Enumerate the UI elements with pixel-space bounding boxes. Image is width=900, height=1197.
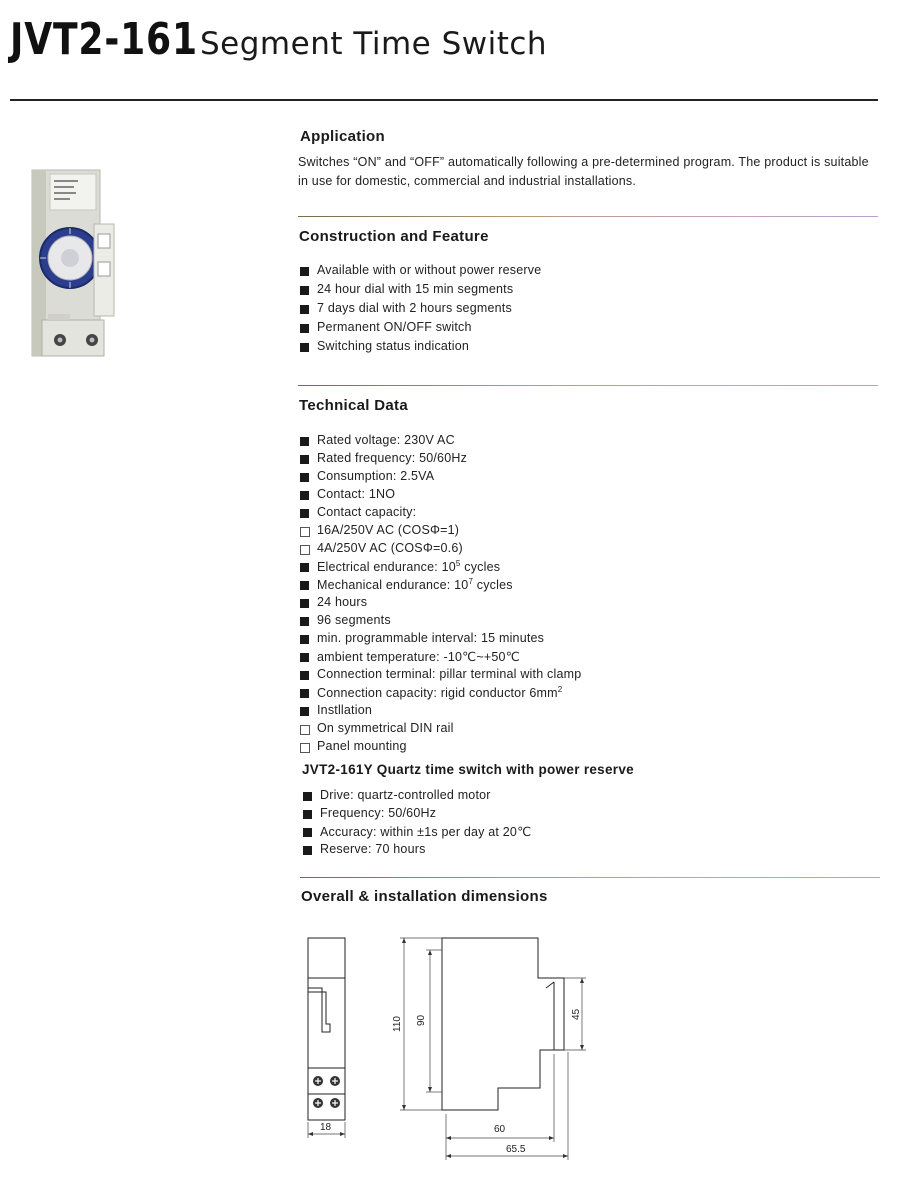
list-item-text: Consumption: 2.5VA: [317, 469, 435, 483]
square-bullet-icon: [303, 828, 312, 837]
square-bullet-icon: [300, 509, 309, 518]
square-bullet-icon: [300, 324, 309, 333]
list-item: [298, 595, 581, 613]
technical-data-list: [298, 433, 581, 757]
list-item: [301, 842, 531, 860]
section-divider: [298, 216, 878, 217]
dim-depth-total: 65.5: [506, 1144, 526, 1155]
list-item-text: Connection capacity: rigid conductor 6mm: [317, 686, 558, 701]
list-item-text: ambient temperature: -10℃~+50℃: [317, 650, 520, 664]
list-item-text: Connection terminal: pillar terminal with clamp: [317, 667, 582, 681]
list-item: [298, 320, 541, 339]
application-text: Switches “ON” and “OFF” automatically following a pre-determined program. The product is suitable in use for domestic, commercial and industrial installations.: [298, 155, 869, 188]
dim-height-total: 110: [392, 1016, 403, 1032]
list-item-text: Contact capacity:: [317, 505, 417, 519]
list-item: [298, 559, 581, 577]
square-bullet-icon: [300, 491, 309, 500]
list-item-text: 7 days dial with 2 hours segments: [317, 301, 512, 315]
square-bullet-icon: [303, 846, 312, 855]
hollow-square-bullet-icon: [300, 725, 310, 735]
square-bullet-icon: [303, 810, 312, 819]
list-item-text: Accuracy: within ±1s per day at 20℃: [320, 825, 532, 839]
square-bullet-icon: [300, 473, 309, 482]
square-bullet-icon: [300, 455, 309, 464]
square-bullet-icon: [300, 635, 309, 644]
square-bullet-icon: [300, 581, 309, 590]
list-item: [298, 649, 581, 667]
list-item: [298, 577, 581, 595]
square-bullet-icon: [300, 689, 309, 698]
terminal-screws: [313, 1076, 340, 1108]
superscript: 5: [455, 559, 461, 568]
list-item: [298, 541, 581, 559]
list-item-text: Permanent ON/OFF switch: [317, 320, 472, 334]
list-item-text: Available with or without power reserve: [317, 263, 542, 277]
list-item: [301, 788, 531, 806]
square-bullet-icon: [303, 792, 312, 801]
list-item: [298, 433, 581, 451]
superscript: 7: [468, 577, 474, 586]
list-item-text: Electrical endurance: 10: [317, 560, 456, 575]
front-view-outline: [308, 938, 345, 1120]
list-item-text: Contact: 1NO: [317, 487, 396, 501]
construction-feature-list: [298, 263, 541, 358]
square-bullet-icon: [300, 563, 309, 572]
list-item: [298, 667, 581, 685]
list-item: [301, 824, 531, 842]
list-item: [298, 469, 581, 487]
hollow-square-bullet-icon: [300, 545, 310, 555]
list-item: [298, 282, 541, 301]
list-item-text: 24 hours: [317, 595, 368, 609]
list-item: [298, 451, 581, 469]
header-divider: [10, 99, 878, 101]
side-view-outline: [442, 938, 564, 1110]
product-title: Segment Time Switch: [200, 26, 548, 62]
square-bullet-icon: [300, 305, 309, 314]
list-item: [298, 721, 581, 739]
list-item: [298, 263, 541, 282]
section-title-technical: Technical Data: [299, 397, 408, 414]
section-title-quartz: JVT2-161Y Quartz time switch with power reserve: [302, 762, 634, 777]
list-item: [298, 339, 541, 358]
list-item-text: Rated frequency: 50/60Hz: [317, 451, 468, 465]
list-item-text: 24 hour dial with 15 min segments: [317, 282, 514, 296]
section-title-dimensions: Overall & installation dimensions: [301, 888, 548, 905]
list-item-text: min. programmable interval: 15 minutes: [317, 631, 545, 645]
list-item-text: 4A/250V AC (COSΦ=0.6): [317, 541, 463, 555]
list-item-text: Reserve: 70 hours: [320, 842, 426, 856]
square-bullet-icon: [300, 707, 309, 716]
list-item: [298, 301, 541, 320]
square-bullet-icon: [300, 343, 309, 352]
list-item-suffix: cycles: [460, 560, 501, 575]
section-title-construction: Construction and Feature: [299, 228, 489, 245]
square-bullet-icon: [300, 267, 309, 276]
dim-width-front: 18: [320, 1122, 332, 1133]
list-item-text: Mechanical endurance: 10: [317, 578, 469, 593]
list-item-text: Instllation: [317, 703, 373, 717]
square-bullet-icon: [300, 653, 309, 662]
list-item-text: Switching status indication: [317, 339, 470, 353]
list-item: [298, 685, 581, 703]
product-image: [28, 162, 123, 362]
list-item-text: 16A/250V AC (COSΦ=1): [317, 523, 460, 537]
square-bullet-icon: [300, 671, 309, 680]
product-model: JVT2-161: [10, 14, 198, 65]
header: [10, 14, 548, 74]
dimension-drawing: [296, 928, 596, 1168]
list-item: [298, 703, 581, 721]
section-divider: [300, 877, 880, 878]
list-item-text: Panel mounting: [317, 739, 407, 753]
hollow-square-bullet-icon: [300, 527, 310, 537]
square-bullet-icon: [300, 286, 309, 295]
dim-height-front: 45: [571, 1008, 582, 1020]
list-item: [298, 487, 581, 505]
list-item-suffix: cycles: [473, 578, 513, 593]
list-item: [301, 806, 531, 824]
list-item-text: Frequency: 50/60Hz: [320, 806, 437, 820]
list-item: [298, 613, 581, 631]
square-bullet-icon: [300, 599, 309, 608]
list-item: [298, 505, 581, 523]
list-item: [298, 739, 581, 757]
hollow-square-bullet-icon: [300, 743, 310, 753]
superscript: 2: [557, 685, 563, 694]
list-item: [298, 631, 581, 649]
dim-depth-body: 60: [494, 1124, 506, 1135]
section-divider: [298, 385, 878, 386]
square-bullet-icon: [300, 437, 309, 446]
section-title-application: Application: [300, 128, 385, 145]
square-bullet-icon: [300, 617, 309, 626]
list-item-text: Drive: quartz-controlled motor: [320, 788, 491, 802]
list-item-text: On symmetrical DIN rail: [317, 721, 454, 735]
list-item-text: 96 segments: [317, 613, 391, 627]
quartz-feature-list: [301, 788, 531, 860]
list-item: [298, 523, 581, 541]
list-item-text: Rated voltage: 230V AC: [317, 433, 455, 447]
dim-height-body: 90: [416, 1014, 427, 1026]
